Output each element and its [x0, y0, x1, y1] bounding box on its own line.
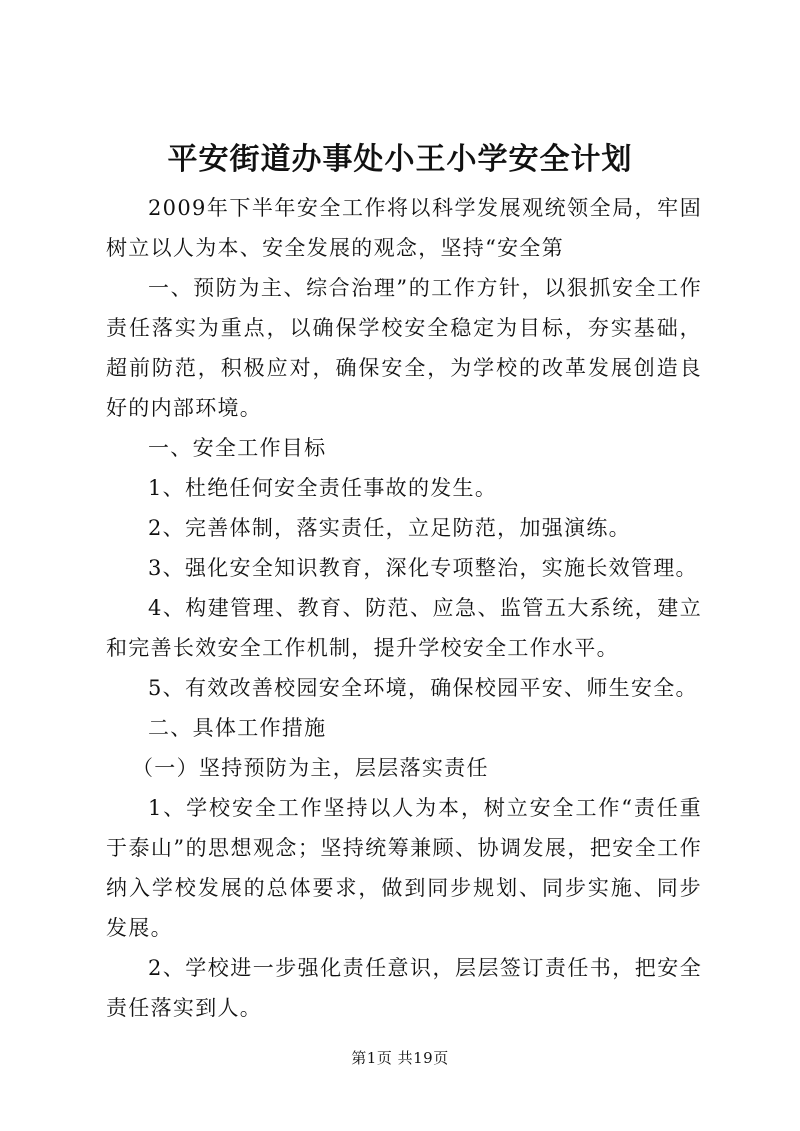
paragraph-intro: 2009年下半年安全工作将以科学发展观统领全局，牢固树立以人为本、安全发展的观念，坚持“安全第: [106, 196, 702, 260]
list-item-goal-4: 4、构建管理、教育、防范、应急、监管五大系统，建立和完善长效安全工作机制，提升学校安全工作水平。: [106, 596, 702, 660]
paragraph-policy: 一、预防为主、综合治理”的工作方针，以狠抓安全工作责任落实为重点，以确保学校安全稳定为目标，夯实基础，超前防范，积极应对，确保安全，为学校的改革发展创造良好的内部环境。: [106, 276, 702, 420]
list-item-goal-3: 3、强化安全知识教育，深化专项整治，实施长效管理。: [148, 556, 698, 580]
section-heading-goals: 一、安全工作目标: [148, 436, 327, 460]
list-item-measure-1: 1、学校安全工作坚持以人为本，树立安全工作“责任重于泰山”的思想观念；坚持统筹兼顾、协调发展，把安全工作纳入学校发展的总体要求，做到同步规划、同步实施、同步发展。: [106, 796, 702, 940]
subsection-heading-prevention: （一）坚持预防为主，层层落实责任: [132, 756, 489, 780]
list-item-measure-2: 2、学校进一步强化责任意识，层层签订责任书，把安全责任落实到人。: [106, 956, 702, 1020]
section-heading-measures: 二、具体工作措施: [148, 716, 327, 740]
list-item-goal-5: 5、有效改善校园安全环境，确保校园平安、师生安全。: [148, 676, 698, 700]
document-title: 平安街道办事处小王小学安全计划: [167, 142, 633, 177]
page-footer: 第1页 共19页: [351, 1049, 449, 1067]
list-item-goal-2: 2、完善体制，落实责任，立足防范，加强演练。: [148, 516, 631, 540]
document-body: [106, 188, 702, 1028]
list-item-goal-1: 1、杜绝任何安全责任事故的发生。: [148, 476, 498, 500]
